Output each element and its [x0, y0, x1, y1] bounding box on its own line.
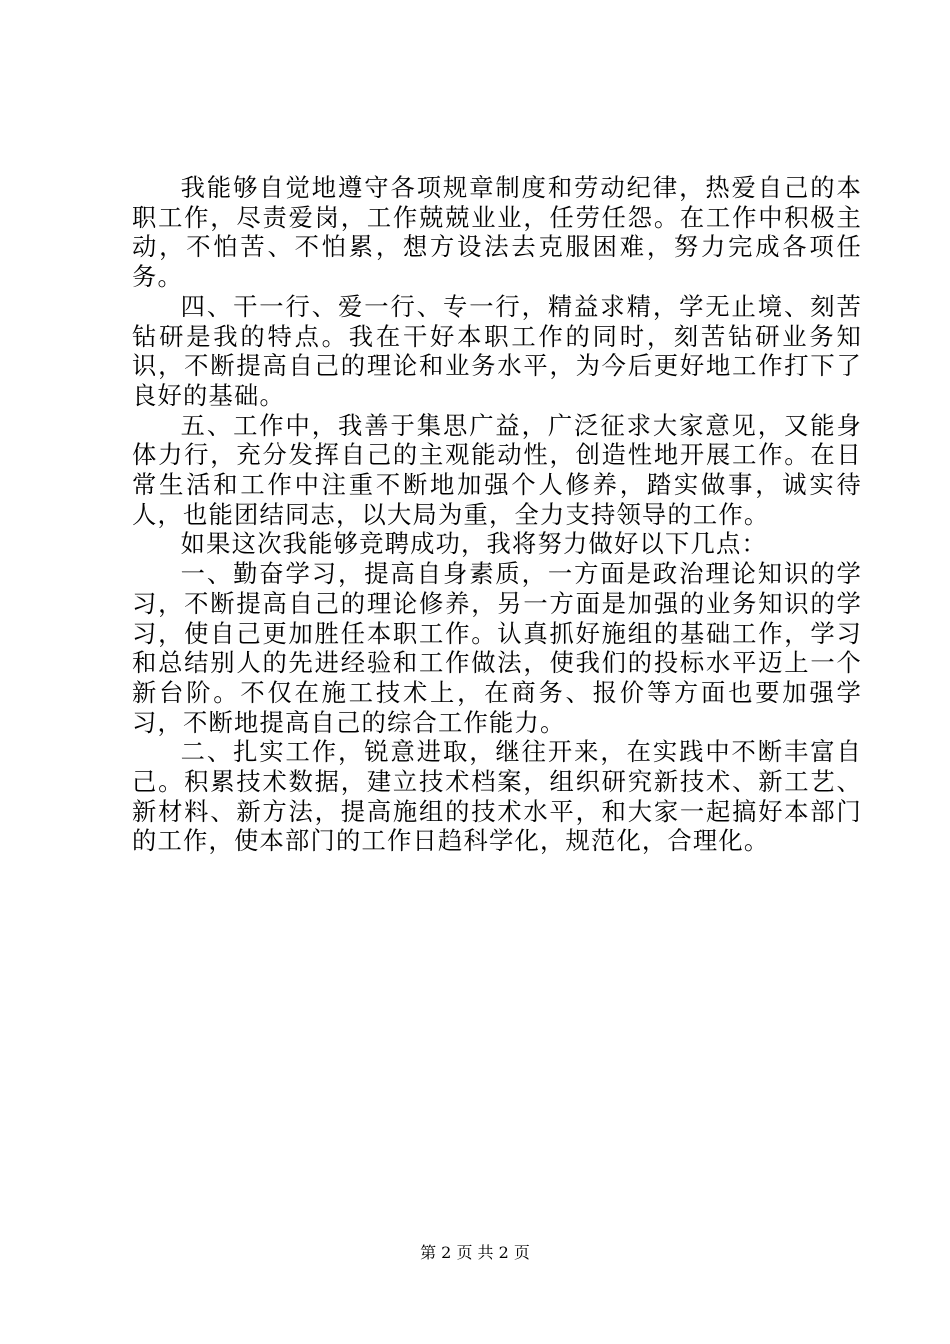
paragraph-3: 五、工作中，我善于集思广益，广泛征求大家意见，又能身体力行，充分发挥自己的主观能动性，创造性地开展工作。在日常生活和工作中注重不断地加强个人修养，踏实做事，诚实待人，也能团结同志，以大局为重，全力支持领导的工作。 — [132, 410, 862, 529]
paragraph-2: 四、干一行、爱一行、专一行，精益求精，学无止境、刻苦钻研是我的特点。我在干好本职工作的同时，刻苦钻研业务知识，不断提高自己的理论和业务水平，为今后更好地工作打下了良好的基础。 — [132, 291, 862, 410]
paragraph-1: 我能够自觉地遵守各项规章制度和劳动纪律，热爱自己的本职工作，尽责爱岗，工作兢兢业业，任劳任怨。在工作中积极主动，不怕苦、不怕累，想方设法去克服困难，努力完成各项任务。 — [132, 173, 862, 292]
page-footer — [0, 1243, 950, 1263]
paragraph-4: 如果这次我能够竞聘成功，我将努力做好以下几点： — [180, 529, 768, 559]
document-body — [132, 173, 862, 856]
page-number-label: 第 2 页 共 2 页 — [420, 1243, 530, 1262]
paragraph-6: 二、扎实工作，锐意进取，继往开来，在实践中不断丰富自己。积累技术数据，建立技术档案，组织研究新技术、新工艺、新材料、新方法，提高施组的技术水平，和大家一起搞好本部门的工作，使本部门的工作日趋科学化，规范化，合理化。 — [132, 737, 862, 856]
paragraph-5: 一、勤奋学习，提高自身素质，一方面是政治理论知识的学习，不断提高自己的理论修养，另一方面是加强的业务知识的学习，使自己更加胜任本职工作。认真抓好施组的基础工作，学习和总结别人的先进经验和工作做法，使我们的投标水平迈上一个新台阶。不仅在施工技术上，在商务、报价等方面也要加强学习，不断地提高自己的综合工作能力。 — [132, 559, 862, 737]
